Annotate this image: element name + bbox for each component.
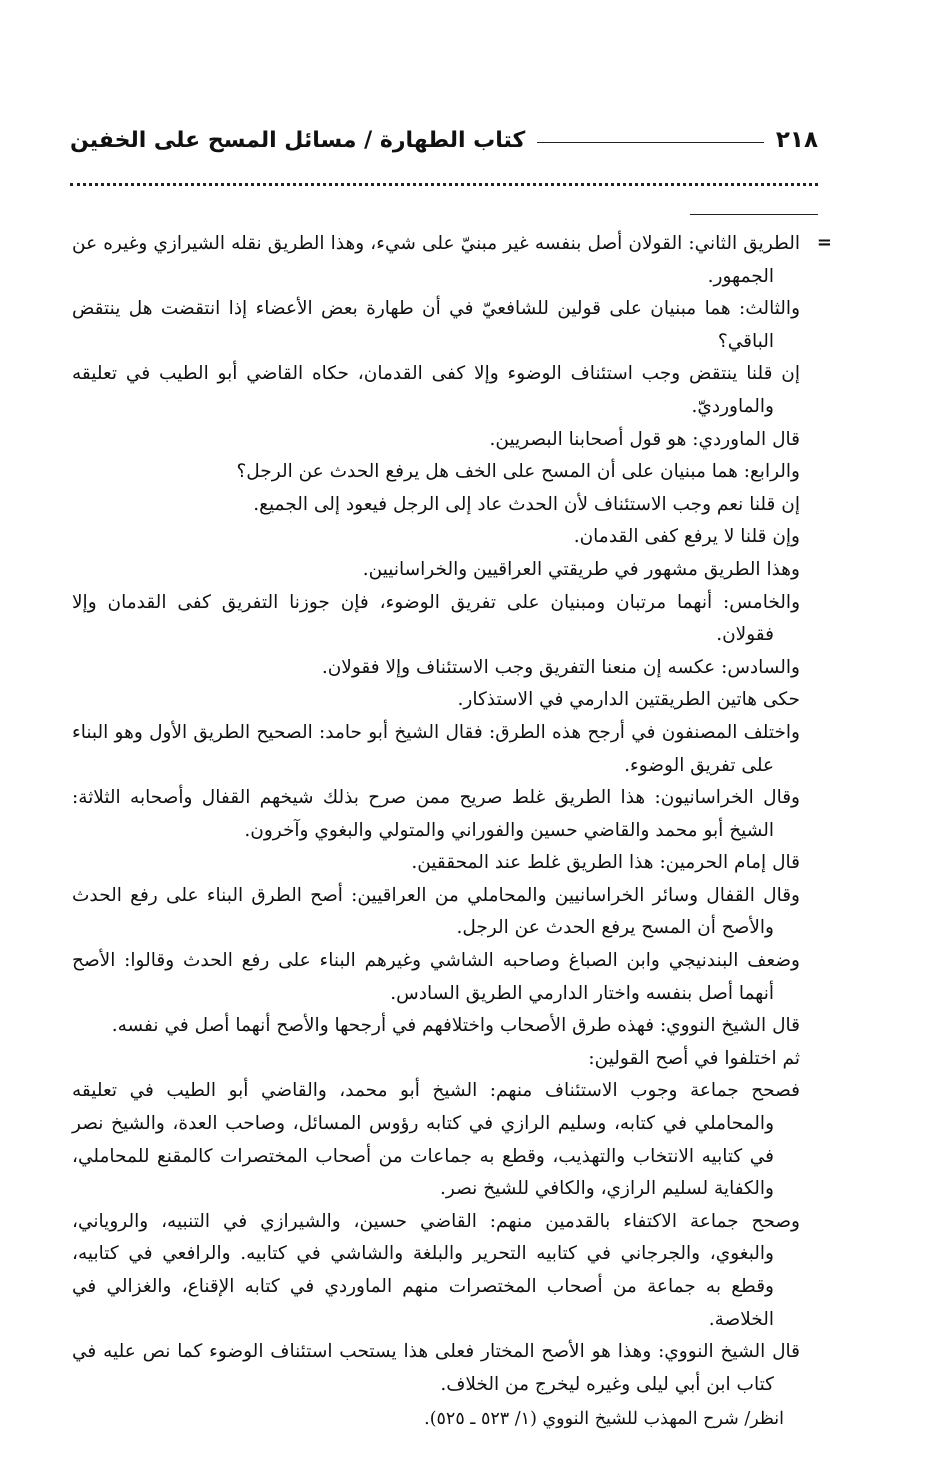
header-rule [537,142,764,143]
dotted-separator [70,183,818,186]
paragraph-20: وصحح جماعة الاكتفاء بالقدمين منهم: القاضي حسين، والشيرازي في التنبيه، والروياني، والبغوي، والجرجاني في كتابيه التحرير والبلغة والشاشي في كتابيه. والرافعي في كتابيه، وقطع به جماعة من أصحاب المختصرات منهم الماوردي في كتابه الإقناع، والغزالي في الخلاصة. [72,1210,800,1330]
paragraph-9: والخامس: أنهما مرتبان ومبنيان على تفريق الوضوء، فإن جوزنا التفريق كفى القدمان وإلا فقولان. [72,591,800,646]
continuation-mark: = [816,232,832,253]
paragraph-1: الطريق الثاني: القولان أصل بنفسه غير مبنيّ على شيء، وهذا الطريق نقله الشيرازي وغيره عن الجمهور. [72,233,800,287]
paragraph-13: وقال الخراسانيون: هذا الطريق غلط صريح ممن صرح بذلك شيخهم القفال وأصحابه الثلاثة: الشيخ أبو محمد والقاضي حسين والفوراني والمتولي والبغوي وآخرون. [72,787,800,841]
footnote-separator [690,214,818,215]
paragraph-7: وإن قلنا لا يرفع كفى القدمان. [573,526,800,548]
paragraph-19: فصحح جماعة وجوب الاستئناف منهم: الشيخ أبو محمد، والقاضي أبو الطيب في تعليقه والمحاملي في كتابه، وسليم الرازي في كتابه رؤوس المسائل، وصاحب العدة، والشيخ نصر في كتابيه الانتخاب والتهذيب، وقطع به جماعات من أصحاب المختصرات كالمقنع للمحاملي، والكفاية لسليم الرازي، والكافي للشيخ نصر. [72,1080,800,1200]
source-citation: انظر/ شرح المهذب للشيخ النووي (١/ ٥٢٣ ـ ٥٢٥). [424,1409,784,1430]
paragraph-17: قال الشيخ النووي: فهذه طرق الأصحاب واختلافهم في أرجحها والأصح أنهما أصل في نفسه. [111,1015,800,1037]
paragraph-3: إن قلنا ينتقض وجب استئناف الوضوء وإلا كفى القدمان، حكاه القاضي أبو الطيب في تعليقه والماورديّ. [72,363,800,417]
paragraph-15: وقال القفال وسائر الخراسانيين والمحاملي من العراقيين: أصح الطرق البناء على رفع الحدث والأصح أن المسح يرفع الحدث عن الرجل. [72,884,800,939]
paragraph-10: والسادس: عكسه إن منعنا التفريق وجب الاستئناف وإلا فقولان. [321,656,800,678]
running-header [70,120,818,160]
paragraph-11: حكى هاتين الطريقتين الدارمي في الاستذكار. [457,689,800,711]
paragraph-2: والثالث: هما مبنيان على قولين للشافعيّ في أن طهارة بعض الأعضاء إذا انتقضت هل ينتقض الباقي؟ [72,298,800,352]
paragraph-21: قال الشيخ النووي: وهذا هو الأصح المختار فعلى هذا يستحب استئناف الوضوء كما نص عليه في كتاب ابن أبي ليلى وغيره ليخرج من الخلاف. [72,1341,800,1395]
paragraph-14: قال إمام الحرمين: هذا الطريق غلط عند المحققين. [411,852,800,874]
header-title: كتاب الطهارة / مسائل المسح على الخفين [70,127,526,153]
paragraph-8: وهذا الطريق مشهور في طريقتي العراقيين والخراسانيين. [362,558,800,580]
page-number: ٢١٨ [775,127,818,153]
paragraph-18: ثم اختلفوا في أصح القولين: [588,1047,800,1069]
paragraph-5: والرابع: هما مبنيان على أن المسح على الخف هل يرفع الحدث عن الرجل؟ [236,461,800,483]
paragraph-6: إن قلنا نعم وجب الاستئناف لأن الحدث عاد إلى الرجل فيعود إلى الجميع. [253,493,800,515]
paragraph-4: قال الماوردي: هو قول أصحابنا البصريين. [489,428,800,450]
footnote-body [72,228,800,1436]
paragraph-16: وضعف البندنيجي وابن الصباغ وصاحبه الشاشي وغيرهم البناء على رفع الحدث وقالوا: الأصح أنهما أصل بنفسه واختار الدارمي الطريق السادس. [72,950,800,1004]
paragraph-12: واختلف المصنفون في أرجح هذه الطرق: فقال الشيخ أبو حامد: الصحيح الطريق الأول وهو البناء على تفريق الوضوء. [72,721,800,776]
